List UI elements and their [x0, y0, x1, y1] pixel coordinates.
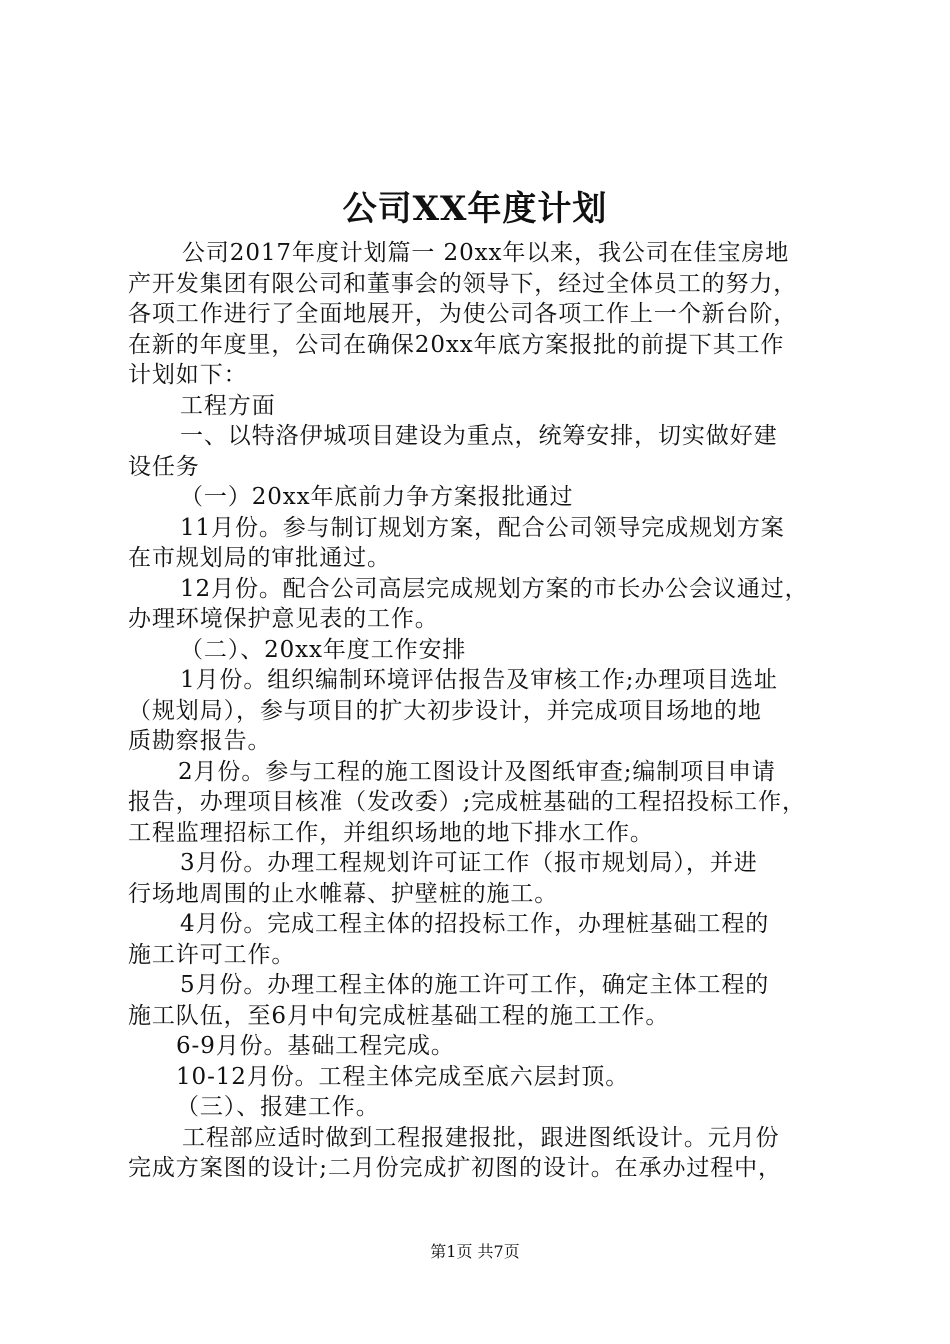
- body-line: 工程方面: [180, 392, 276, 419]
- body-line: 12月份。配合公司高层完成规划方案的市长办公会议通过，: [180, 575, 809, 602]
- body-line: 1月份。组织编制环境评估报告及审核工作;办理项目选址: [180, 667, 778, 693]
- body-line: 4月份。完成工程主体的招投标工作，办理桩基础工程的: [180, 911, 770, 937]
- body-line: 2月份。参与工程的施工图设计及图纸审查;编制项目申请: [178, 758, 776, 785]
- body-line: 施工许可工作。: [128, 941, 296, 968]
- body-line: （二）、20xx年度工作安排: [180, 636, 467, 663]
- body-line: 在市规划局的审批通过。: [128, 545, 391, 571]
- body-line: 10-12月份。工程主体完成至底六层封顶。: [176, 1063, 630, 1090]
- body-line: 施工队伍，至6月中旬完成桩基础工程的施工工作。: [128, 1002, 670, 1029]
- body-line: 6-9月份。基础工程完成。: [176, 1033, 455, 1059]
- page-footer: 第1页 共7页: [430, 1242, 520, 1261]
- body-line: 产开发集团有限公司和董事会的领导下，经过全体员工的努力，: [128, 270, 798, 297]
- body-line: 在新的年度里，公司在确保20xx年底方案报批的前提下其工作: [128, 331, 785, 358]
- body-line: 计划如下：: [128, 362, 248, 388]
- body-line: 各项工作进行了全面地展开，为使公司各项工作上一个新台阶，: [128, 301, 798, 327]
- document-body: [128, 238, 844, 1184]
- body-line: 完成方案图的设计;二月份完成扩初图的设计。在承办过程中，: [128, 1155, 782, 1181]
- body-line: 工程部应适时做到工程报建报批，跟进图纸设计。元月份: [182, 1124, 780, 1151]
- body-line: 公司2017年度计划篇一 20xx年以来，我公司在佳宝房地: [182, 240, 790, 266]
- body-line: （一）20xx年底前力争方案报批通过: [180, 484, 574, 510]
- body-line: 办理环境保护意见表的工作。: [128, 606, 439, 632]
- body-line: 3月份。办理工程规划许可证工作（报市规划局），并进: [180, 850, 758, 876]
- body-line: 行场地周围的止水帷幕、护壁桩的施工。: [128, 880, 559, 907]
- body-line: 设任务: [128, 453, 200, 480]
- body-line: （规划局），参与项目的扩大初步设计，并完成项目场地的地: [128, 697, 762, 724]
- body-line: 11月份。参与制订规划方案，配合公司领导完成规划方案: [180, 514, 785, 541]
- body-line: 质勘察报告。: [128, 728, 272, 754]
- body-line: 5月份。办理工程主体的施工许可工作，确定主体工程的: [180, 972, 770, 998]
- body-line: 一、以特洛伊城项目建设为重点，统筹安排，切实做好建: [180, 423, 778, 449]
- body-line: （三）、报建工作。: [176, 1094, 380, 1120]
- body-line: 报告，办理项目核准（发改委）;完成桩基础的工程招投标工作，: [128, 789, 806, 815]
- document-title: 公司XX年度计划: [342, 189, 608, 229]
- body-line: 工程监理招标工作，并组织场地的地下排水工作。: [128, 819, 654, 846]
